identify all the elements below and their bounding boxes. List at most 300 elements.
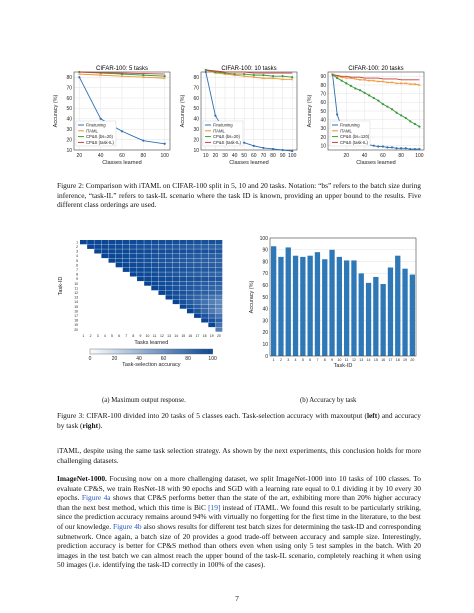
colorbar-step [176, 349, 179, 354]
legend-label: iTAML [86, 128, 98, 134]
x-tick-label: 12 [351, 358, 356, 362]
heatmap-cell [215, 240, 222, 244]
heatmap-cell [173, 249, 180, 253]
data-point [377, 145, 379, 147]
colorbar-step [178, 349, 181, 354]
heatmap-cell [208, 249, 215, 253]
x-tick-label: 60 [119, 153, 125, 159]
bar-task-3 [286, 247, 291, 356]
x-tick-label: 6 [309, 358, 312, 362]
colorbar-step [149, 349, 152, 354]
x-tick-label: 60 [251, 153, 257, 159]
heatmap-cell [201, 272, 208, 276]
heatmap-cell [194, 286, 201, 290]
heatmap-cell [194, 300, 201, 304]
y-tick-label: 30 [262, 318, 268, 325]
data-point [336, 77, 338, 79]
x-axis-label: Classes learned [356, 160, 396, 166]
colorbar-step [132, 349, 135, 354]
data-point [368, 94, 370, 96]
heatmap-cell [215, 323, 222, 327]
heatmap-cell [187, 295, 194, 299]
data-point [386, 106, 388, 108]
data-point [400, 114, 402, 116]
x-tick-label: 11 [152, 334, 157, 338]
heatmap-cell [137, 277, 144, 281]
colorbar-step [102, 349, 105, 354]
colorbar-step [168, 349, 171, 354]
heatmap-cell [123, 263, 130, 267]
heatmap-cell [215, 249, 222, 253]
heatmap-cell [130, 254, 137, 258]
heatmap-cell [187, 268, 194, 272]
heatmap-cell [144, 254, 151, 258]
data-point [363, 92, 365, 94]
heatmap-cell [201, 277, 208, 281]
heatmap-cell [201, 318, 208, 322]
data-point [262, 74, 264, 76]
y-tick-label: 14 [74, 300, 78, 305]
heatmap-cell [116, 240, 123, 244]
colorbar-step [90, 349, 93, 354]
heatmap-cell [194, 272, 201, 276]
fig2-chart-5-tasks [52, 64, 176, 172]
heatmap-cell [166, 272, 173, 276]
colorbar-step [151, 349, 154, 354]
y-tick-label: 30 [193, 127, 199, 133]
heatmap-cell [215, 277, 222, 281]
heatmap-cell [137, 258, 144, 262]
heatmap-cell [144, 281, 151, 285]
colorbar-step [92, 349, 95, 354]
legend-label: Finetuning [213, 122, 233, 128]
heatmap-cell [180, 254, 187, 258]
y-tick-label: 60 [66, 95, 72, 102]
heatmap-cell [151, 249, 158, 253]
heatmap-cell [166, 249, 173, 253]
heatmap-cell [109, 254, 116, 258]
heatmap-cell [137, 245, 144, 249]
heatmap-cell [158, 277, 165, 281]
colorbar-step [110, 349, 113, 354]
heatmap-cell [215, 309, 222, 313]
colorbar-step [124, 349, 127, 354]
x-tick-label: 6 [118, 334, 120, 338]
heatmap-cell [180, 286, 187, 290]
legend-label: CP&S (bs=120) [340, 134, 370, 140]
x-tick-label: 1 [82, 334, 85, 338]
colorbar-step [183, 349, 186, 354]
heatmap-cell [208, 286, 215, 290]
heatmap-cell [158, 240, 165, 244]
heatmap-cell [158, 286, 165, 290]
heatmap-cell [116, 258, 123, 262]
legend-label: CP&S (bs=20) [86, 134, 113, 140]
heatmap-cell [158, 263, 165, 267]
heatmap-cell [208, 309, 215, 313]
heatmap-cell [187, 309, 194, 313]
colorbar-step [154, 349, 157, 354]
x-tick-label: 19 [403, 358, 408, 362]
bar-task-12 [351, 260, 356, 356]
heatmap-cell [158, 249, 165, 253]
x-axis-label: Tasks learned [134, 340, 169, 346]
y-axis-label: Accuracy (%) [249, 280, 255, 314]
x-axis-label: Task-ID [333, 363, 353, 369]
heatmap-cell [137, 249, 144, 253]
data-point [391, 146, 393, 148]
heatmap-cell [166, 245, 173, 249]
y-tick-label: 80 [193, 75, 199, 81]
x-tick-label: 13 [359, 358, 364, 362]
x-tick-label: 18 [202, 334, 207, 338]
heatmap-cell [173, 281, 180, 285]
bar-task-19 [402, 269, 407, 356]
colorbar-step [156, 349, 159, 354]
heatmap-cell [109, 258, 116, 262]
heatmap-cell [187, 300, 194, 304]
legend-label: CP&S (task-IL) [86, 139, 114, 145]
data-point [272, 148, 274, 150]
bar-task-1 [271, 246, 276, 356]
heatmap-cell [208, 291, 215, 295]
bar-task-17 [388, 268, 393, 357]
heatmap-cell [151, 258, 158, 262]
data-point [373, 145, 375, 147]
heatmap-cell [187, 254, 194, 258]
y-tick-label: 10 [74, 281, 78, 286]
heatmap-cell [194, 245, 201, 249]
x-tick-label: 60 [380, 153, 386, 159]
y-tick-label: 80 [66, 75, 72, 81]
fig3-bar-chart [246, 234, 424, 384]
heatmap-cell [201, 249, 208, 253]
y-tick-label: 60 [262, 283, 268, 289]
heatmap-cell [166, 240, 173, 244]
heatmap-cell [201, 291, 208, 295]
colorbar-step [119, 349, 122, 354]
heatmap-cell [144, 245, 151, 249]
heatmap-cell [215, 272, 222, 276]
heatmap-cell [116, 263, 123, 267]
colorbar-step [107, 349, 110, 354]
data-point [395, 147, 397, 149]
y-tick-label: 10 [193, 147, 199, 154]
colorbar-step [171, 349, 174, 354]
heatmap-cell [130, 272, 137, 276]
data-point [282, 75, 284, 77]
y-tick-label: 20 [66, 137, 72, 144]
heatmap-cell [116, 249, 123, 253]
heatmap-cell [208, 300, 215, 304]
data-point [391, 108, 393, 110]
heatmap-cell [158, 272, 165, 276]
data-point [418, 148, 420, 150]
bar-task-18 [395, 256, 400, 356]
heatmap-cell [201, 300, 208, 304]
x-tick-label: 20 [76, 153, 83, 159]
heatmap-cell [208, 318, 215, 322]
bar-task-8 [322, 259, 327, 356]
heatmap-cell [180, 272, 187, 276]
heatmap-cell [208, 295, 215, 299]
chart-title: CIFAR-100: 10 tasks [221, 66, 277, 72]
y-axis-label: Accuracy (%) [180, 94, 186, 128]
x-tick-label: 16 [188, 334, 193, 338]
x-tick-label: 30 [222, 153, 228, 159]
heatmap-cell [151, 263, 158, 267]
heatmap-cell [201, 268, 208, 272]
legend-label: Finetuning [340, 122, 360, 128]
heatmap-cell [194, 295, 201, 299]
heatmap-cell [130, 263, 137, 267]
y-tick-label: 60 [320, 100, 326, 107]
x-tick-label: 18 [395, 358, 400, 362]
heatmap-cell [94, 249, 101, 253]
legend-label: Finetuning [86, 122, 106, 128]
x-tick-label: 15 [181, 334, 186, 338]
heatmap-cell [180, 245, 187, 249]
data-point [409, 120, 411, 122]
heatmap-cell [123, 254, 130, 258]
heatmap-cell [194, 254, 201, 258]
link-citation-19[interactable]: [19] [208, 502, 221, 512]
colorbar-step [164, 349, 167, 354]
heatmap-cell [208, 314, 215, 318]
y-tick-label: 20 [320, 134, 326, 141]
y-tick-label: 16 [74, 309, 78, 314]
heatmap-cell [123, 245, 130, 249]
x-tick-label: 3 [96, 334, 99, 338]
heatmap-cell [208, 281, 215, 285]
colorbar-step [200, 349, 203, 354]
heatmap-cell [151, 254, 158, 258]
y-axis-label: Accuracy (%) [307, 94, 313, 128]
x-tick-label: 15 [373, 358, 378, 362]
data-point [409, 148, 411, 150]
data-point [282, 149, 284, 151]
colorbar-label: Task-selection accuracy [122, 362, 181, 368]
heatmap-cell [180, 268, 187, 272]
heatmap-cell [137, 268, 144, 272]
colorbar-step [127, 349, 130, 354]
heatmap-cell [180, 277, 187, 281]
heatmap-cell [158, 245, 165, 249]
heatmap-cell [80, 240, 87, 244]
data-point [100, 118, 102, 120]
x-tick-label: 11 [344, 358, 349, 362]
heatmap-cell [208, 277, 215, 281]
x-tick-label: 80 [140, 153, 147, 159]
heatmap-cell [166, 258, 173, 262]
y-tick-label: 5 [76, 258, 78, 263]
heatmap-cell [144, 277, 151, 281]
heatmap-cell [173, 245, 180, 249]
x-tick-label: 90 [279, 153, 286, 159]
heatmap-cell [208, 245, 215, 249]
x-tick-label: 20 [410, 358, 415, 362]
y-tick-label: 0 [265, 353, 268, 360]
heatmap-cell [173, 240, 180, 244]
x-tick-label: 40 [361, 153, 368, 159]
data-point [341, 80, 343, 82]
heatmap-cell [109, 249, 116, 253]
heatmap-cell [158, 254, 165, 258]
legend-label: CP&S (bs=20) [213, 134, 240, 140]
x-tick-label: 14 [366, 358, 371, 362]
heatmap-cell [194, 263, 201, 267]
heatmap-cell [215, 263, 222, 267]
x-tick-label: 7 [316, 358, 319, 362]
data-point [405, 147, 407, 149]
heatmap-cell [194, 304, 201, 308]
data-point [253, 145, 255, 147]
colorbar-step [95, 349, 98, 354]
colorbar-step [161, 349, 164, 354]
data-point [291, 150, 293, 152]
x-tick-label: 50 [241, 153, 247, 159]
y-tick-label: 70 [320, 91, 326, 98]
bar-task-20 [410, 275, 415, 356]
x-tick-label: 9 [331, 358, 334, 362]
link-figure-4a[interactable]: Figure 4a [81, 493, 111, 503]
heatmap-cell [215, 291, 222, 295]
colorbar-step [205, 349, 208, 354]
colorbar-step [129, 349, 132, 354]
x-tick-label: 3 [287, 358, 290, 362]
heatmap-cell [215, 300, 222, 304]
chart-title: CIFAR-100: 5 tasks [95, 66, 149, 72]
heatmap-cell [144, 240, 151, 244]
data-point [142, 140, 144, 142]
colorbar-step [100, 349, 103, 354]
heatmap-cell [180, 304, 187, 308]
y-tick-label: 7 [76, 268, 78, 272]
heatmap-cell [201, 254, 208, 258]
colorbar-tick-label: 60 [160, 356, 167, 362]
heatmap-cell [166, 277, 173, 281]
colorbar-step [144, 349, 147, 354]
colorbar-step [195, 349, 198, 354]
heatmap-cell [201, 309, 208, 313]
heatmap-cell [215, 327, 222, 331]
heatmap-cell [109, 240, 116, 244]
heatmap-cell [201, 240, 208, 244]
heatmap-cell [87, 245, 94, 249]
heatmap-cell [158, 268, 165, 272]
y-tick-label: 10 [262, 342, 268, 348]
fig3a-subcaption: (a) Maximum output response. [102, 397, 186, 404]
heatmap-cell [137, 254, 144, 258]
heatmap-cell [173, 258, 180, 262]
heatmap-cell [144, 249, 151, 253]
heatmap-cell [187, 291, 194, 295]
bar-task-10 [337, 257, 342, 356]
fig3-heatmap [52, 234, 238, 384]
data-point [377, 100, 379, 102]
heatmap-cell [187, 281, 194, 285]
x-tick-label: 4 [294, 358, 297, 362]
heatmap-cell [201, 263, 208, 267]
heatmap-cell [215, 281, 222, 285]
heatmap-cell [187, 304, 194, 308]
heatmap-cell [123, 268, 130, 272]
colorbar-step [97, 349, 100, 354]
y-tick-label: 20 [74, 327, 78, 332]
heatmap-cell [144, 263, 151, 267]
y-tick-label: 11 [74, 286, 78, 291]
heatmap-cell [109, 245, 116, 249]
heatmap-cell [215, 318, 222, 322]
heatmap-cell [180, 263, 187, 267]
heatmap-cell [180, 291, 187, 295]
colorbar-step [193, 349, 196, 354]
paragraph-itaml: iTAML, despite using the same task selection strategy. As shown by the next experiments, this conclusion holds for more challenging datasets. [57, 446, 421, 465]
x-tick-label: 10 [337, 358, 342, 362]
heatmap-cell [101, 254, 108, 258]
colorbar-step [166, 349, 169, 354]
data-point [336, 113, 338, 115]
heatmap-cell [180, 295, 187, 299]
x-tick-label: 70 [260, 153, 267, 159]
heatmap-cell [173, 272, 180, 276]
heatmap-cell [166, 286, 173, 290]
heatmap-cell [166, 263, 173, 267]
heatmap-cell [215, 295, 222, 299]
colorbar-step [137, 349, 140, 354]
x-tick-label: 14 [174, 334, 178, 338]
x-tick-label: 8 [132, 334, 135, 338]
x-tick-label: 9 [139, 334, 142, 338]
data-point [386, 146, 388, 148]
data-point [262, 147, 264, 149]
heatmap-cell [173, 295, 180, 299]
heatmap-cell [130, 240, 137, 244]
heatmap-cell [194, 240, 201, 244]
colorbar-step [141, 349, 144, 354]
heatmap-cell [215, 245, 222, 249]
link-figure-4b[interactable]: Figure 4b [113, 521, 142, 531]
heatmap-cell [187, 240, 194, 244]
colorbar-step [191, 349, 194, 354]
data-point [382, 145, 384, 147]
heatmap-cell [130, 249, 137, 253]
colorbar-step [188, 349, 191, 354]
heatmap-cell [194, 281, 201, 285]
heatmap-cell [194, 309, 201, 313]
heatmap-cell [123, 258, 130, 262]
heatmap-cell [173, 263, 180, 267]
y-tick-label: 4 [76, 254, 78, 259]
heatmap-cell [208, 263, 215, 267]
heatmap-cell [166, 254, 173, 258]
y-tick-label: 90 [262, 247, 268, 254]
colorbar-step [198, 349, 201, 354]
heatmap-cell [208, 258, 215, 262]
x-tick-label: 8 [323, 358, 326, 362]
fig2-chart-10-tasks [179, 64, 303, 172]
colorbar-step [122, 349, 125, 354]
fig3b-subcaption: (b) Accuracy by task [300, 397, 357, 404]
y-tick-label: 80 [320, 82, 326, 89]
data-point [382, 103, 384, 105]
y-tick-label: 6 [76, 263, 78, 268]
data-point [359, 89, 361, 91]
x-tick-label: 10 [203, 153, 209, 159]
y-axis-label: Accuracy (%) [53, 94, 59, 128]
colorbar-step [173, 349, 176, 354]
heatmap-cell [208, 323, 215, 327]
